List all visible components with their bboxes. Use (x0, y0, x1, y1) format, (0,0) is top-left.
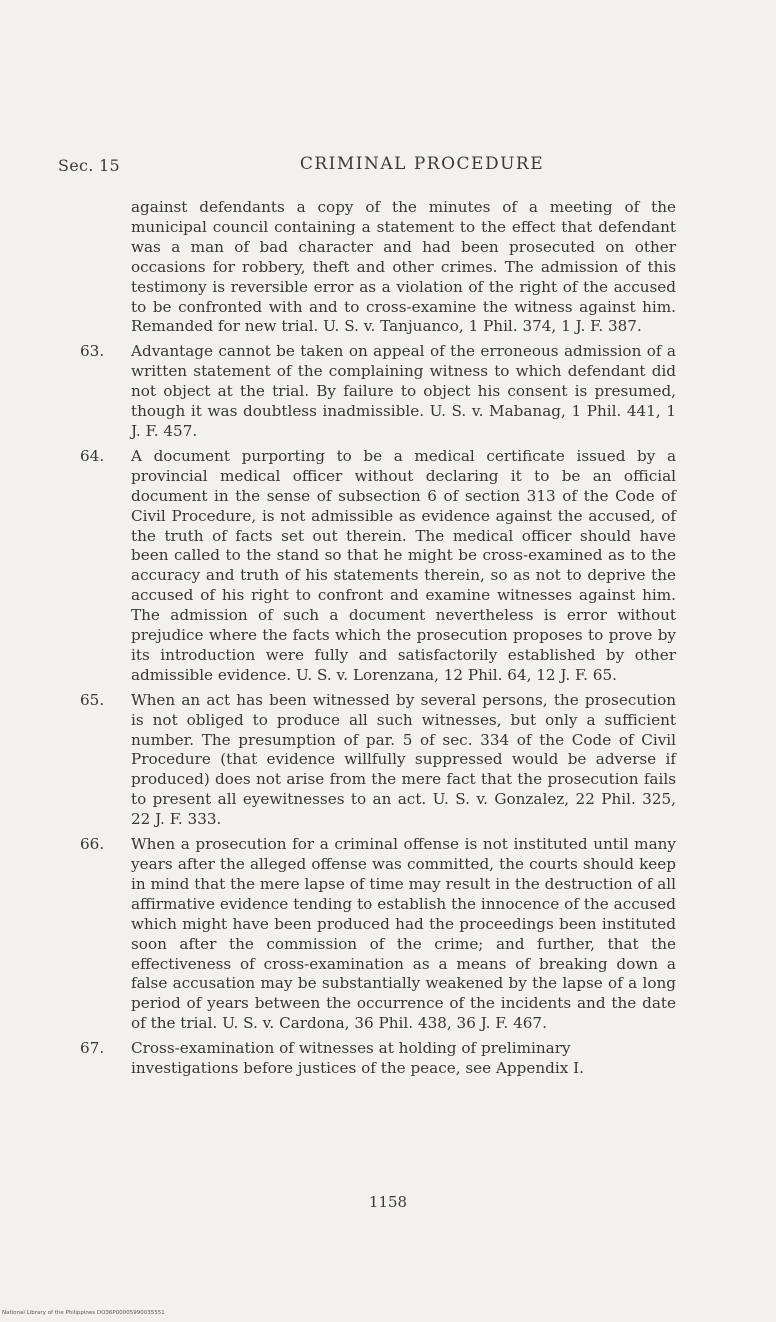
paragraph-66 (80, 835, 676, 1034)
paragraph-text: Advantage cannot be taken on appeal of the erroneous admission of a written statement of the complaining witness to which defendant did not object at the trial. By failure to object his consent is presumed, though it was doubtless inadmissible. U. S. v. Mabanag, 1 Phil. 441, 1 J. F. 457. (131, 342, 676, 440)
paragraph-text: When a prosecution for a criminal offense is not instituted until many years after the alleged offense was committed, the courts should keep in mind that the mere lapse of time may result in the destruction of all affirmative evidence tending to establish the innocence of the accused which might have been produced had the proceedings been instituted soon after the commission of the crime; and further, that the effectiveness of cross-examination as a means of breaking down a false accusation may be substantially weakened by the lapse of a long period of years between the occurrence of the incidents and the date of the trial. U. S. v. Cardona, 36 Phil. 438, 36 J. F. 467. (131, 835, 676, 1033)
paragraph-number: 63. (80, 342, 105, 361)
paragraph-63 (80, 342, 676, 442)
section-number: Sec. 15 (58, 156, 121, 175)
paragraph-number: 64. (80, 446, 105, 465)
paragraph-text: Cross-examination of witnesses at holding of preliminary investigations before justices of the peace, see Appendix I. (131, 1039, 584, 1078)
paragraph-65 (80, 691, 676, 830)
body-text (80, 198, 676, 1084)
paragraph-number: 66. (80, 835, 105, 854)
running-title: CRIMINAL PROCEDURE (299, 154, 545, 174)
paragraph-number: 65. (80, 690, 105, 709)
paragraph-number: 67. (80, 1039, 105, 1058)
paragraph-text: A document purporting to be a medical certificate issued by a provincial medical officer without declaring it to be an official document in the sense of subsection 6 of section 313 of the Code of Civil Procedure, is not admissible as evidence against the accused, of the truth of facts set out therein. The medical officer should have been called to the stand so that he might be cross-examined as to the accuracy and truth of his statements therein, so as not to deprive the accused of his right to confront and examine witnesses against him. The admission of such a document nevertheless is error without prejudice where the facts which the prosecution proposes to prove by its introduction were fully and satisfactorily established by other admissible evidence. U. S. v. Lorenzana, 12 Phil. 64, 12 J. F. 65. (131, 446, 676, 684)
page-number: 1158 (368, 1193, 408, 1211)
paragraph-64 (80, 447, 676, 686)
scan-footer: National Library of the Philippines DO36P00005990035551 (2, 1310, 165, 1316)
paragraph-67 (80, 1039, 676, 1079)
continuation-paragraph: against defendants a copy of the minutes of a meeting of the municipal council containing a statement to the effect that defendant was a man of bad character and had been prosecuted on other occasions for robbery, theft and other crimes. The admission of this testimony is reversible error as a violation of the right of the accused to be confronted with and to cross-examine the witness against him. Remanded for new trial. U. S. v. Tanjuanco, 1 Phil. 374, 1 J. F. 387. (131, 198, 676, 336)
page-header (58, 152, 716, 180)
paragraph-text: When an act has been witnessed by several persons, the prosecution is not obliged to produce all such witnesses, but only a sufficient number. The presumption of par. 5 of sec. 334 of the Code of Civil Procedure (that evidence willfully suppressed would be adverse if produced) does not arise from the mere fact that the prosecution fails to present all eyewitnesses to an act. U. S. v. Gonzalez, 22 Phil. 325, 22 J. F. 333. (131, 690, 676, 829)
